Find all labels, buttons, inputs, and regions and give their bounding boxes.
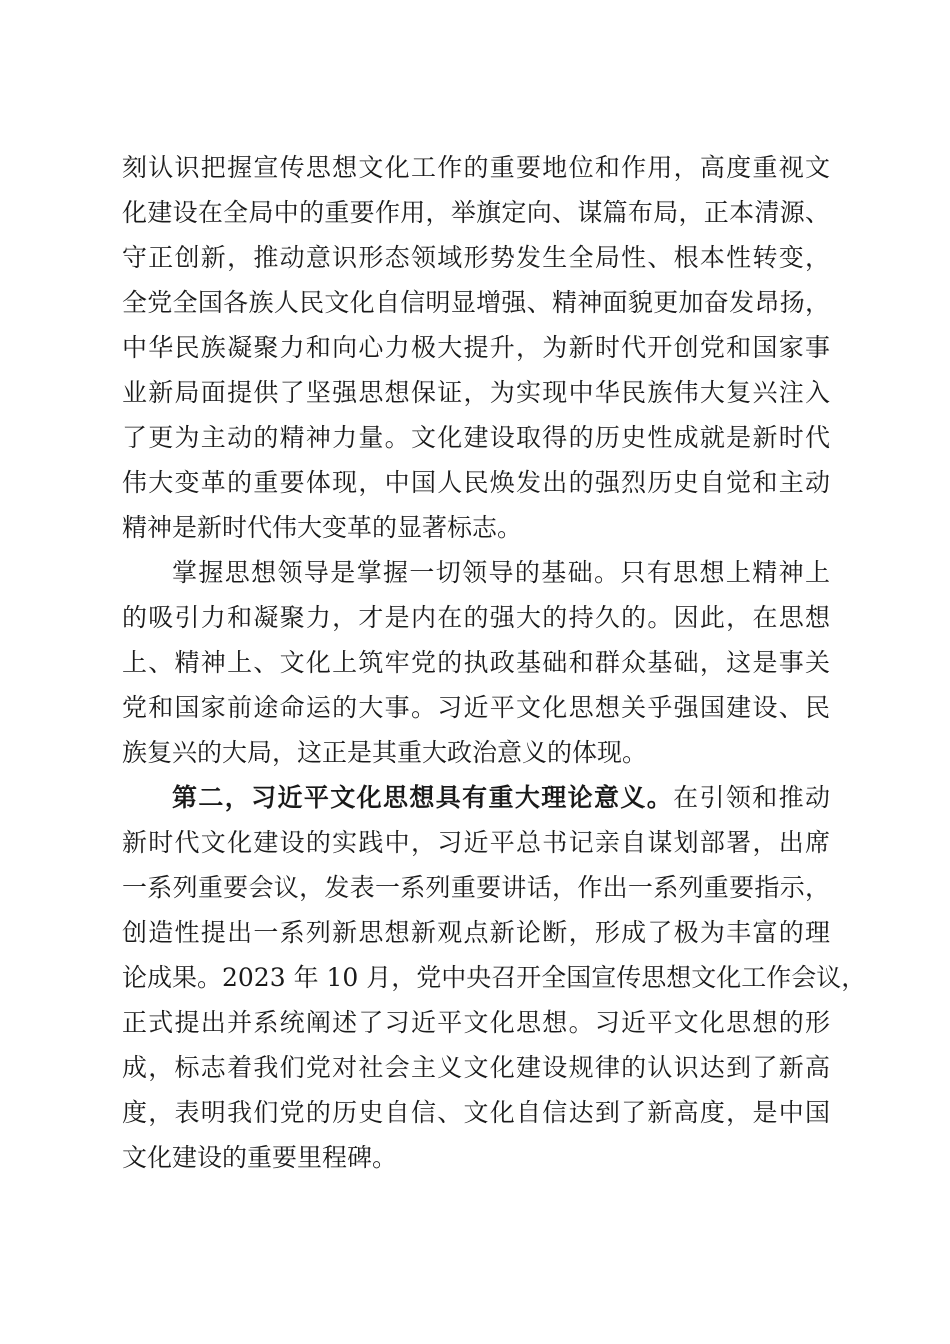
- paragraph-1-line-2: 化建设在全局中的重要作用，举旗定向、谋篇布局，正本清源、: [122, 198, 830, 227]
- paragraph-3-line-6: 正式提出并系统阐述了习近平文化思想。习近平文化思想的形: [122, 1008, 830, 1037]
- paragraph-3-line-7: 成，标志着我们党对社会主义文化建设规律的认识达到了新高: [122, 1053, 830, 1082]
- paragraph-1-line-8: 伟大变革的重要体现，中国人民焕发出的强烈历史自觉和主动: [122, 468, 830, 497]
- paragraph-2-line-4: 党和国家前途命运的大事。习近平文化思想关乎强国建设、民: [122, 693, 830, 722]
- paragraph-3-heading: 第二，习近平文化思想具有重大理论意义。: [172, 783, 674, 812]
- paragraph-2-line-5: 族复兴的大局，这正是其重大政治意义的体现。: [122, 738, 648, 767]
- paragraph-1-line-9: 精神是新时代伟大变革的显著标志。: [122, 513, 523, 542]
- paragraph-3-line-2: 新时代文化建设的实践中，习近平总书记亲自谋划部署，出席: [122, 828, 830, 857]
- paragraph-2-line-1: 掌握思想领导是掌握一切领导的基础。只有思想上精神上: [172, 558, 830, 587]
- paragraph-1-line-4: 全党全国各族人民文化自信明显增强、精神面貌更加奋发昂扬，: [122, 288, 830, 317]
- paragraph-3-line-1: [122, 775, 830, 820]
- paragraph-1-line-1: 刻认识把握宣传思想文化工作的重要地位和作用，高度重视文: [122, 153, 830, 182]
- paragraph-1-line-6: 业新局面提供了坚强思想保证，为实现中华民族伟大复兴注入: [122, 378, 830, 407]
- paragraph-1-line-5: 中华民族凝聚力和向心力极大提升，为新时代开创党和国家事: [122, 333, 830, 362]
- paragraph-2-line-3: 上、精神上、文化上筑牢党的执政基础和群众基础，这是事关: [122, 648, 830, 677]
- paragraph-3-line-1-rest: 在引领和推动: [673, 783, 830, 812]
- paragraph-3-line-3: 一系列重要会议，发表一系列重要讲话，作出一系列重要指示，: [122, 873, 830, 902]
- paragraph-1-line-3: 守正创新，推动意识形态领域形势发生全局性、根本性转变，: [122, 243, 830, 272]
- paragraph-3-line-8: 度，表明我们党的历史自信、文化自信达到了新高度，是中国: [122, 1098, 830, 1127]
- body-text: [122, 145, 867, 1180]
- paragraph-3-line-9: 文化建设的重要里程碑。: [122, 1143, 398, 1172]
- paragraph-3-line-4: 创造性提出一系列新思想新观点新论断，形成了极为丰富的理: [122, 918, 830, 947]
- paragraph-2-line-2: 的吸引力和凝聚力，才是内在的强大的持久的。因此，在思想: [122, 603, 830, 632]
- paragraph-1-line-7: 了更为主动的精神力量。文化建设取得的历史性成就是新时代: [122, 423, 830, 452]
- paragraph-3-line-5: 论成果。2023 年 10 月，党中央召开全国宣传思想文化工作会议，: [122, 963, 867, 992]
